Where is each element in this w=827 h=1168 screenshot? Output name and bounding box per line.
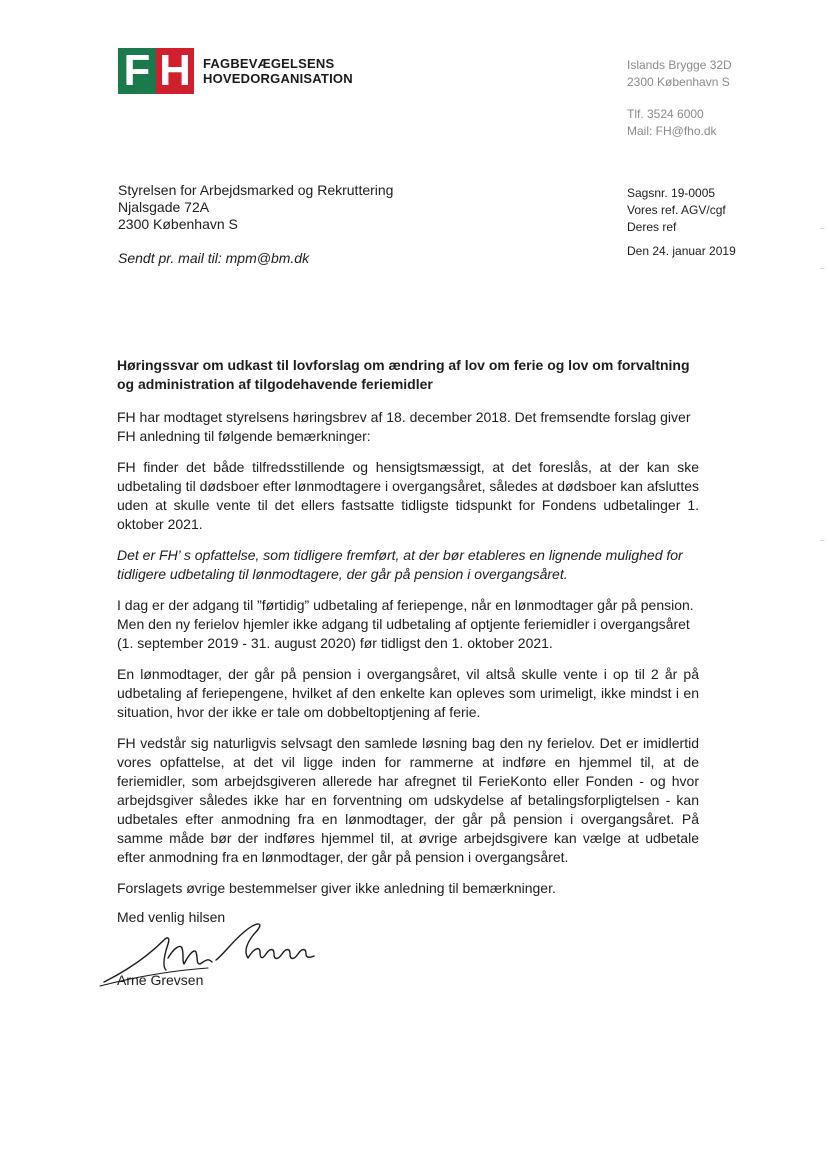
logo-letter-h: H <box>156 48 194 94</box>
fh-logo <box>118 48 353 94</box>
reference-block <box>627 185 726 236</box>
paragraph: I dag er der adgang til ”førtidig” udbetaling af feriepenge, når en lønmodtager går på pension. Men den ny ferielov hjemler ikke adgang til udbetaling af optjente feriemidler i overgangsåret (1. september 2019 - 31. august 2020) før tidligst den 1. oktober 2021. <box>117 597 694 651</box>
case-number: Sagsnr. 19-0005 <box>627 186 716 200</box>
fh-logo-mark <box>118 48 194 94</box>
sender-city: 2300 København S <box>627 75 730 89</box>
paragraph: Forslagets øvrige bestemmelser giver ikke anledning til bemærkninger. <box>117 880 556 896</box>
paragraph-italic: Det er FH’ s opfattelse, som tidligere fremført, at der bør etableres en lignende mulighed for tidligere udbetaling til lønmodtagere, der går på pension i overgangsåret. <box>117 547 683 582</box>
our-reference: Vores ref. AGV/cgf <box>627 203 726 217</box>
sender-mail: Mail: FH@fho.dk <box>627 124 717 138</box>
scan-mark <box>820 540 825 541</box>
scan-mark <box>820 228 825 229</box>
sent-by-mail: Sendt pr. mail til: mpm@bm.dk <box>118 250 310 266</box>
sender-phone: Tlf. 3524 6000 <box>627 107 704 121</box>
paragraph: En lønmodtager, der går på pension i overgangsåret, vil altså skulle vente i op til 2 år på udbetaling af feriepengene, hvilket af den enkelte kan opleves som urimeligt, ikke mindst i en situation, hvor der ikke er tale om dobbeltoptjening af ferie. <box>117 666 699 720</box>
letter-date: Den 24. januar 2019 <box>627 244 736 258</box>
recipient-address <box>118 182 393 233</box>
logo-letter-f: F <box>118 48 156 94</box>
logo-line-2: HOVEDORGANISATION <box>203 71 353 86</box>
logo-wordmark <box>203 56 353 86</box>
letter-subject: Høringssvar om udkast til lovforslag om ændring af lov om ferie og lov om forvaltning og administration af tilgodehavende feriemidler <box>117 357 690 392</box>
scan-mark <box>820 268 825 269</box>
paragraph: FH har modtaget styrelsens høringsbrev af 18. december 2018. Det fremsendte forslag giver FH anledning til følgende bemærkninger: <box>117 409 691 444</box>
your-reference: Deres ref <box>627 220 677 234</box>
recipient-city: 2300 København S <box>118 216 238 232</box>
paragraph: FH finder det både tilfredsstillende og hensigtsmæssigt, at det foreslås, at der kan ske udbetaling til dødsboer efter lønmodtagere i overgangsåret, således at dødsboer kan afsluttes uden at skulle vente til det ellers fastsatte tidligste tidspunkt for Fondens udbetalinger 1. oktober 2021. <box>117 459 699 532</box>
recipient-name: Styrelsen for Arbejdsmarked og Rekruttering <box>118 182 394 198</box>
sender-address <box>627 57 732 140</box>
signer-name: Arne Grevsen <box>117 972 204 988</box>
logo-line-1: FAGBEVÆGELSENS <box>203 56 335 71</box>
recipient-street: Njalsgade 72A <box>118 199 210 215</box>
sender-street: Islands Brygge 32D <box>627 58 732 72</box>
paragraph: FH vedstår sig naturligvis selvsagt den samlede løsning bag den ny ferielov. Det er imidlertid vores opfattelse, at det vil ligge inden for rammerne at indføre en hjemmel til, at de feriemidler, som arbejdsgiveren allerede har afregnet til FerieKonto eller Fonden - og hvor arbejdsgiver således ikke har en forventning om udskydelse af betalingsforpligtelsen - kan udbetales efter anmodning fra en lønmodtager, der går på pension i overgangsåret. På samme måde bør der indføres hjemmel til, at øvrige arbejdsgivere kan vælge at udbetale efter anmodning fra en lønmodtager, der går på pension i overgangsåret. <box>117 735 699 865</box>
closing-greeting: Med venlig hilsen <box>117 909 226 925</box>
letter-body <box>117 356 699 910</box>
